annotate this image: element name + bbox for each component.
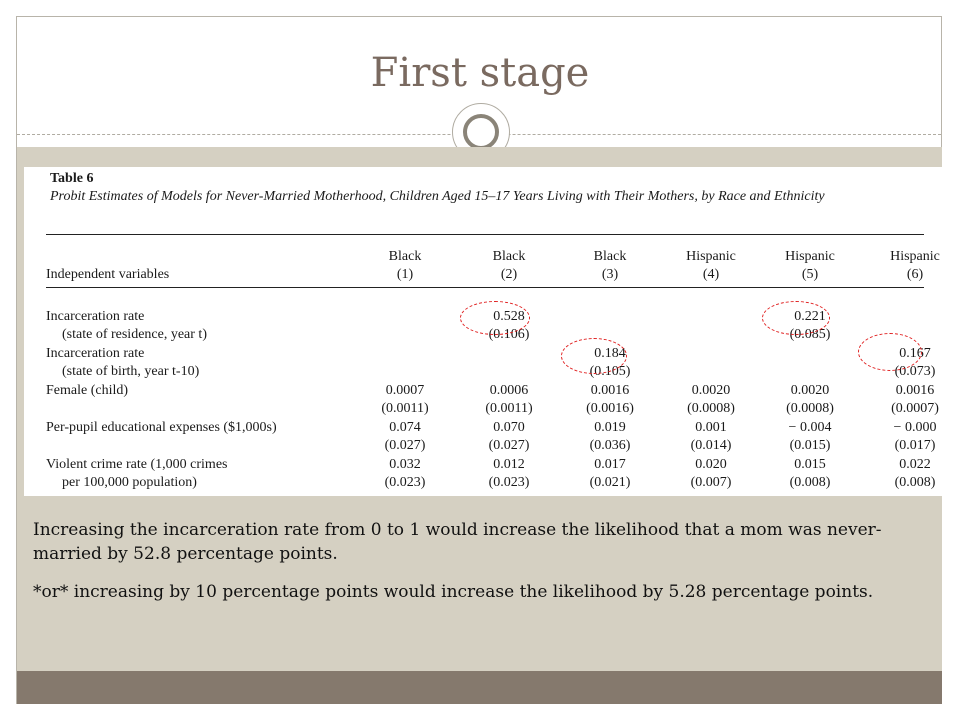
std-error-cell: (0.073): [894, 364, 936, 379]
row-label: Female (child): [46, 383, 129, 398]
row-label-sub: per 100,000 population): [62, 475, 197, 490]
column-number-label: (5): [801, 267, 819, 282]
column-group-label: Hispanic: [686, 249, 736, 264]
std-error-cell: (0.023): [488, 475, 530, 490]
column-group-label: Black: [492, 249, 526, 264]
std-error-cell: (0.017): [894, 438, 936, 453]
regression-table: [24, 167, 942, 496]
std-error-cell: (0.021): [589, 475, 631, 490]
estimate-cell: 0.074: [389, 420, 421, 435]
row-label-sub: (state of birth, year t-10): [62, 364, 200, 379]
estimate-cell: 0.001: [695, 420, 727, 435]
column-group-label: Black: [593, 249, 627, 264]
row-label: Violent crime rate (1,000 crimes: [46, 457, 228, 472]
table-header-rule: [46, 287, 924, 288]
std-error-cell: (0.0008): [687, 401, 735, 416]
estimate-cell: 0.0016: [590, 383, 630, 398]
estimate-cell: 0.528: [493, 309, 525, 324]
row-label: Incarceration rate: [46, 346, 145, 361]
column-number-label: (1): [396, 267, 414, 282]
footer-bar: [17, 671, 942, 704]
estimate-cell: 0.015: [794, 457, 826, 472]
table-caption: Probit Estimates of Models for Never-Married Motherhood, Children Aged 15–17 Years Living with Their Mothers, by Race and Ethnicity: [50, 189, 825, 204]
estimate-cell: 0.221: [794, 309, 826, 324]
highlight-circle: [460, 301, 530, 335]
column-number-label: (3): [601, 267, 619, 282]
estimate-cell: 0.019: [594, 420, 626, 435]
estimate-cell: 0.032: [389, 457, 421, 472]
estimate-cell: − 0.004: [788, 420, 832, 435]
estimate-cell: 0.070: [493, 420, 525, 435]
std-error-cell: (0.023): [384, 475, 426, 490]
column-group-label: Hispanic: [890, 249, 940, 264]
std-error-cell: (0.036): [589, 438, 631, 453]
table-number: Table 6: [50, 171, 94, 186]
estimate-cell: 0.0006: [489, 383, 529, 398]
std-error-cell: (0.014): [690, 438, 732, 453]
estimate-cell: 0.012: [493, 457, 525, 472]
estimate-cell: 0.017: [594, 457, 626, 472]
body-paragraph-2: *or* increasing by 10 percentage points would increase the likelihood by 5.28 percentage points.: [33, 582, 874, 602]
estimate-cell: 0.184: [594, 346, 626, 361]
column-group-label: Hispanic: [785, 249, 835, 264]
std-error-cell: (0.007): [690, 475, 732, 490]
divider-ornament-ring: [463, 114, 499, 150]
table-top-rule: [46, 234, 924, 235]
estimate-cell: 0.0020: [691, 383, 731, 398]
estimate-cell: 0.0016: [895, 383, 935, 398]
estimate-cell: − 0.000: [893, 420, 937, 435]
std-error-cell: (0.0016): [586, 401, 634, 416]
column-number-label: (2): [500, 267, 518, 282]
estimate-cell: 0.0007: [385, 383, 425, 398]
std-error-cell: (0.0008): [786, 401, 834, 416]
header-label: Independent variables: [46, 267, 170, 282]
highlight-circle: [858, 333, 922, 371]
estimate-cell: 0.022: [899, 457, 931, 472]
highlight-circle: [561, 338, 627, 374]
std-error-cell: (0.015): [789, 438, 831, 453]
std-error-cell: (0.008): [894, 475, 936, 490]
body-text: [33, 518, 913, 618]
std-error-cell: (0.085): [789, 327, 831, 342]
highlight-circle: [762, 301, 830, 335]
std-error-cell: (0.0007): [891, 401, 939, 416]
row-label-sub: (state of residence, year t): [62, 327, 207, 342]
column-group-label: Black: [388, 249, 422, 264]
estimate-cell: 0.167: [899, 346, 931, 361]
column-number-label: (4): [702, 267, 720, 282]
slide-title: First stage: [370, 50, 590, 96]
body-paragraph-1: Increasing the incarceration rate from 0 to 1 would increase the likelihood that a mom was never-married by 52.8 percentage points.: [33, 520, 882, 564]
std-error-cell: (0.027): [384, 438, 426, 453]
std-error-cell: (0.105): [589, 364, 631, 379]
column-number-label: (6): [906, 267, 924, 282]
std-error-cell: (0.106): [488, 327, 530, 342]
row-label: Per-pupil educational expenses ($1,000s): [46, 420, 277, 435]
std-error-cell: (0.027): [488, 438, 530, 453]
std-error-cell: (0.0011): [381, 401, 429, 416]
std-error-cell: (0.0011): [485, 401, 533, 416]
std-error-cell: (0.008): [789, 475, 831, 490]
row-label: Incarceration rate: [46, 309, 145, 324]
estimate-cell: 0.0020: [790, 383, 830, 398]
estimate-cell: 0.020: [695, 457, 727, 472]
